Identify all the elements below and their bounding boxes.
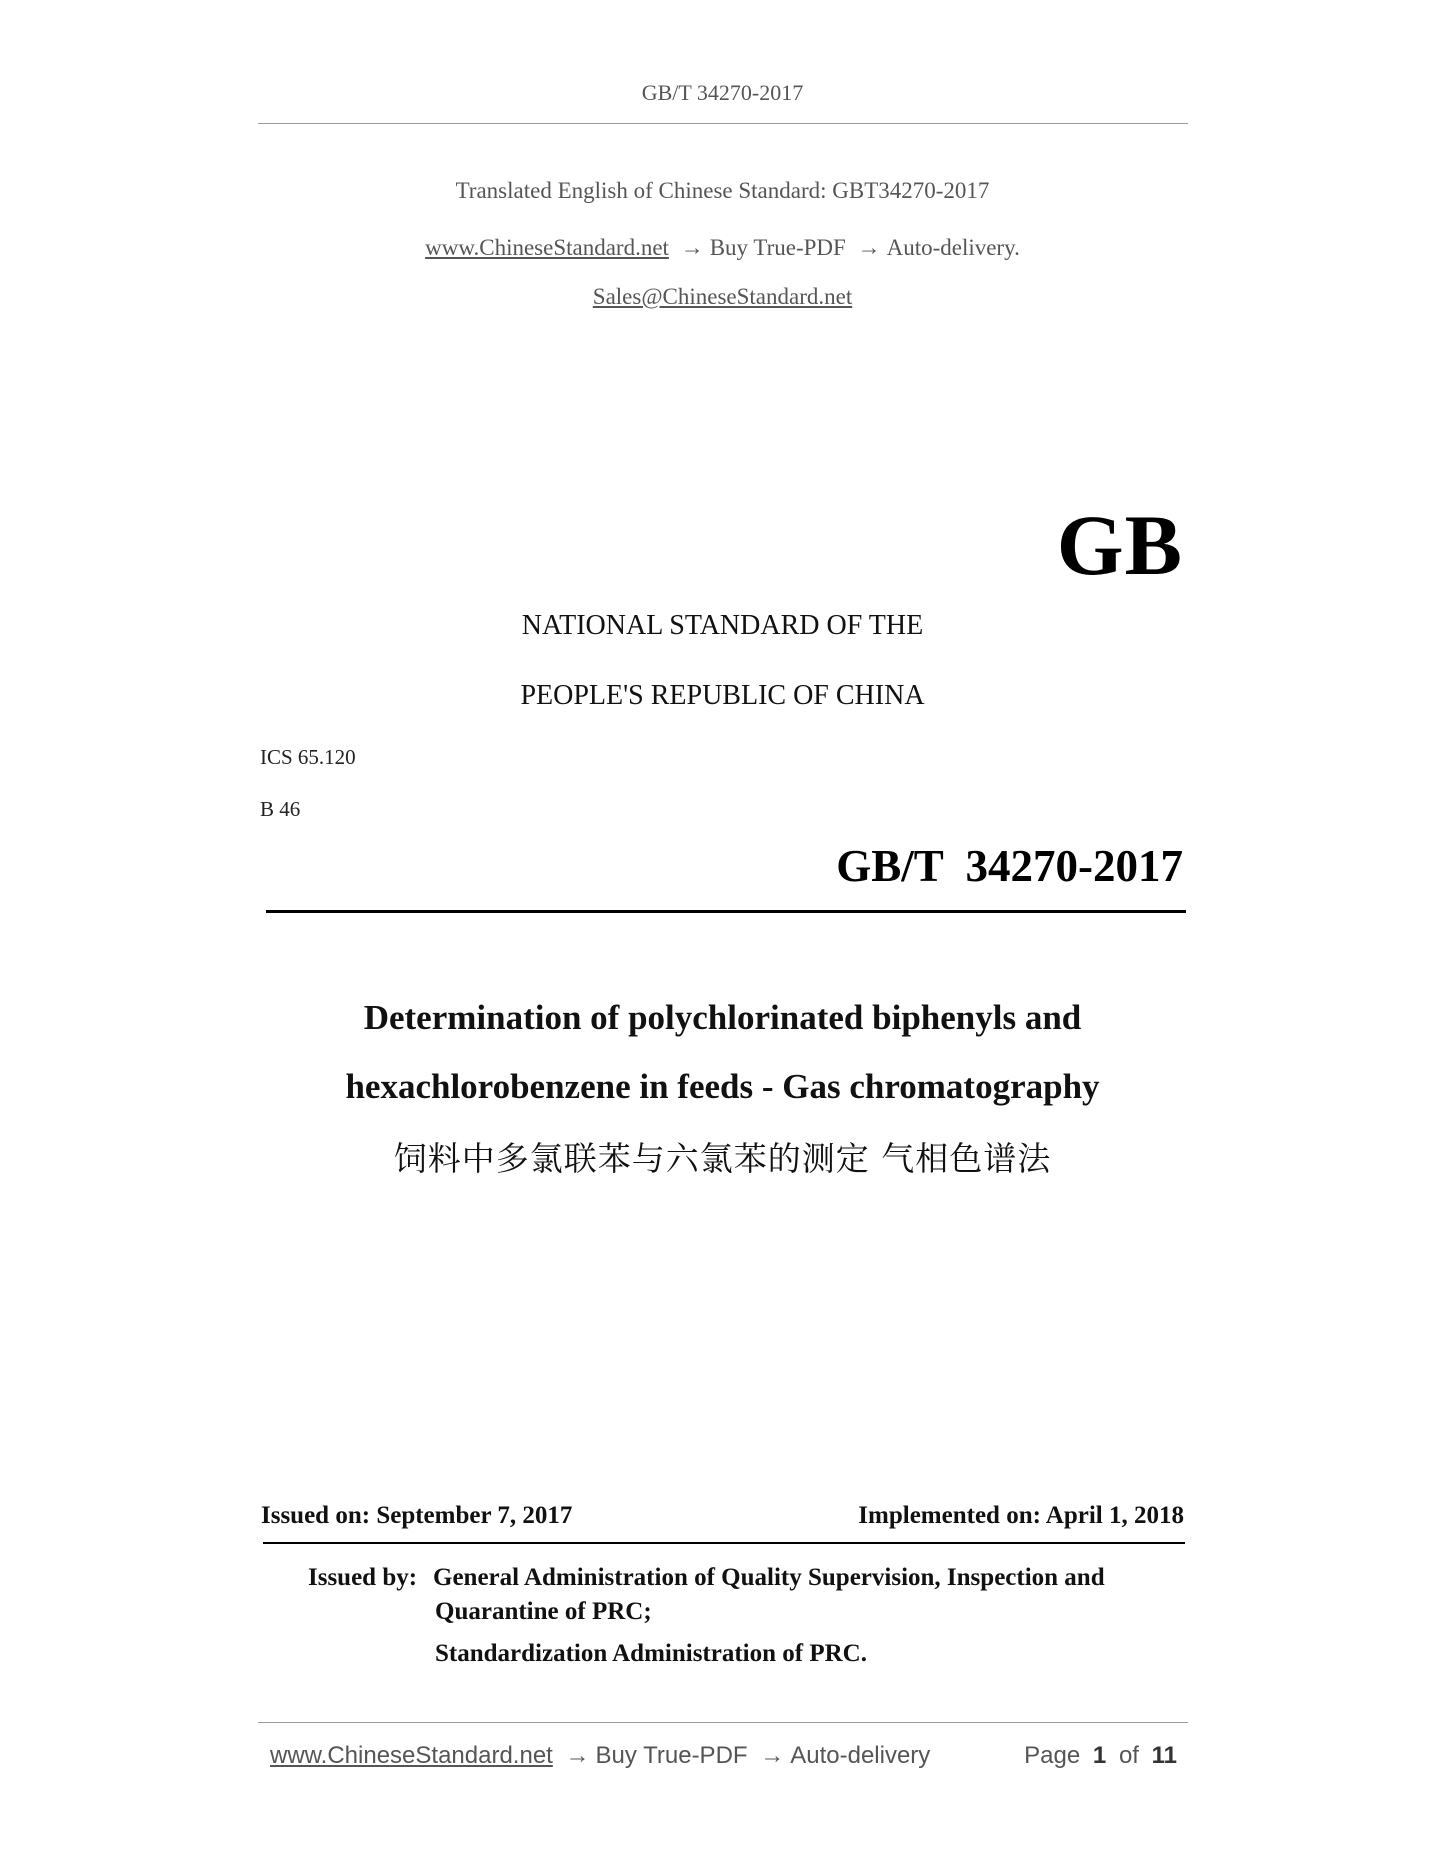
gb-mark: GB: [1056, 497, 1183, 593]
email-line: [0, 284, 1445, 310]
title-divider: [266, 910, 1186, 913]
arrow-right-icon: →: [565, 1742, 590, 1769]
page-current: 1: [1092, 1742, 1107, 1769]
footer-delivery-text: Auto-delivery: [790, 1742, 931, 1769]
national-standard-line2: PEOPLE'S REPUBLIC OF CHINA: [520, 680, 925, 711]
page-indicator: [1024, 1742, 1177, 1770]
page-of: of: [1118, 1742, 1139, 1769]
delivery-text: Auto-delivery.: [886, 235, 1020, 260]
implemented-on-date: Implemented on: April 1, 2018: [858, 1502, 1184, 1529]
issued-on-date: Issued on: September 7, 2017: [261, 1502, 573, 1529]
buy-text: Buy True-PDF: [709, 235, 846, 260]
title-en-line1: Determination of polychlorinated biphenyls and: [363, 998, 1082, 1037]
arrow-right-icon: →: [857, 235, 881, 260]
issuer-line3: Standardization Administration of PRC.: [435, 1640, 867, 1667]
running-header: GB/T 34270-2017: [641, 80, 804, 105]
national-standard-line1: NATIONAL STANDARD OF THE: [521, 610, 924, 641]
arrow-right-icon: →: [680, 235, 704, 260]
sales-email-link[interactable]: Sales@ChineseStandard.net: [592, 284, 853, 309]
issuer-line2: Quarantine of PRC;: [435, 1598, 652, 1625]
footer-site-link[interactable]: www.ChineseStandard.net: [270, 1742, 553, 1769]
page-label: Page: [1024, 1742, 1081, 1769]
footer-buy-text: Buy True-PDF: [595, 1742, 748, 1769]
title-en-line2: hexachlorobenzene in feeds - Gas chromatography: [345, 1067, 1100, 1106]
arrow-right-icon: →: [760, 1742, 785, 1769]
title-cn: 饲料中多氯联苯与六氯苯的测定 气相色谱法: [393, 1139, 1052, 1178]
page-total: 11: [1151, 1742, 1177, 1769]
translation-notice: Translated English of Chinese Standard: GBT34270-2017: [455, 178, 990, 203]
ccs-code: B 46: [260, 797, 301, 821]
footer-purchase-line: [270, 1742, 930, 1770]
ics-code: ICS 65.120: [260, 745, 356, 769]
footer-divider: [258, 1722, 1188, 1723]
purchase-line: [0, 235, 1445, 261]
site-link[interactable]: www.ChineseStandard.net: [425, 235, 669, 260]
issuer-line1: General Administration of Quality Supervision, Inspection and: [433, 1564, 1105, 1591]
standard-number: GB/T 34270-2017: [836, 841, 1183, 891]
dates-divider: [263, 1542, 1185, 1544]
issued-by-label: Issued by:: [308, 1564, 418, 1591]
header-divider: [258, 123, 1188, 124]
